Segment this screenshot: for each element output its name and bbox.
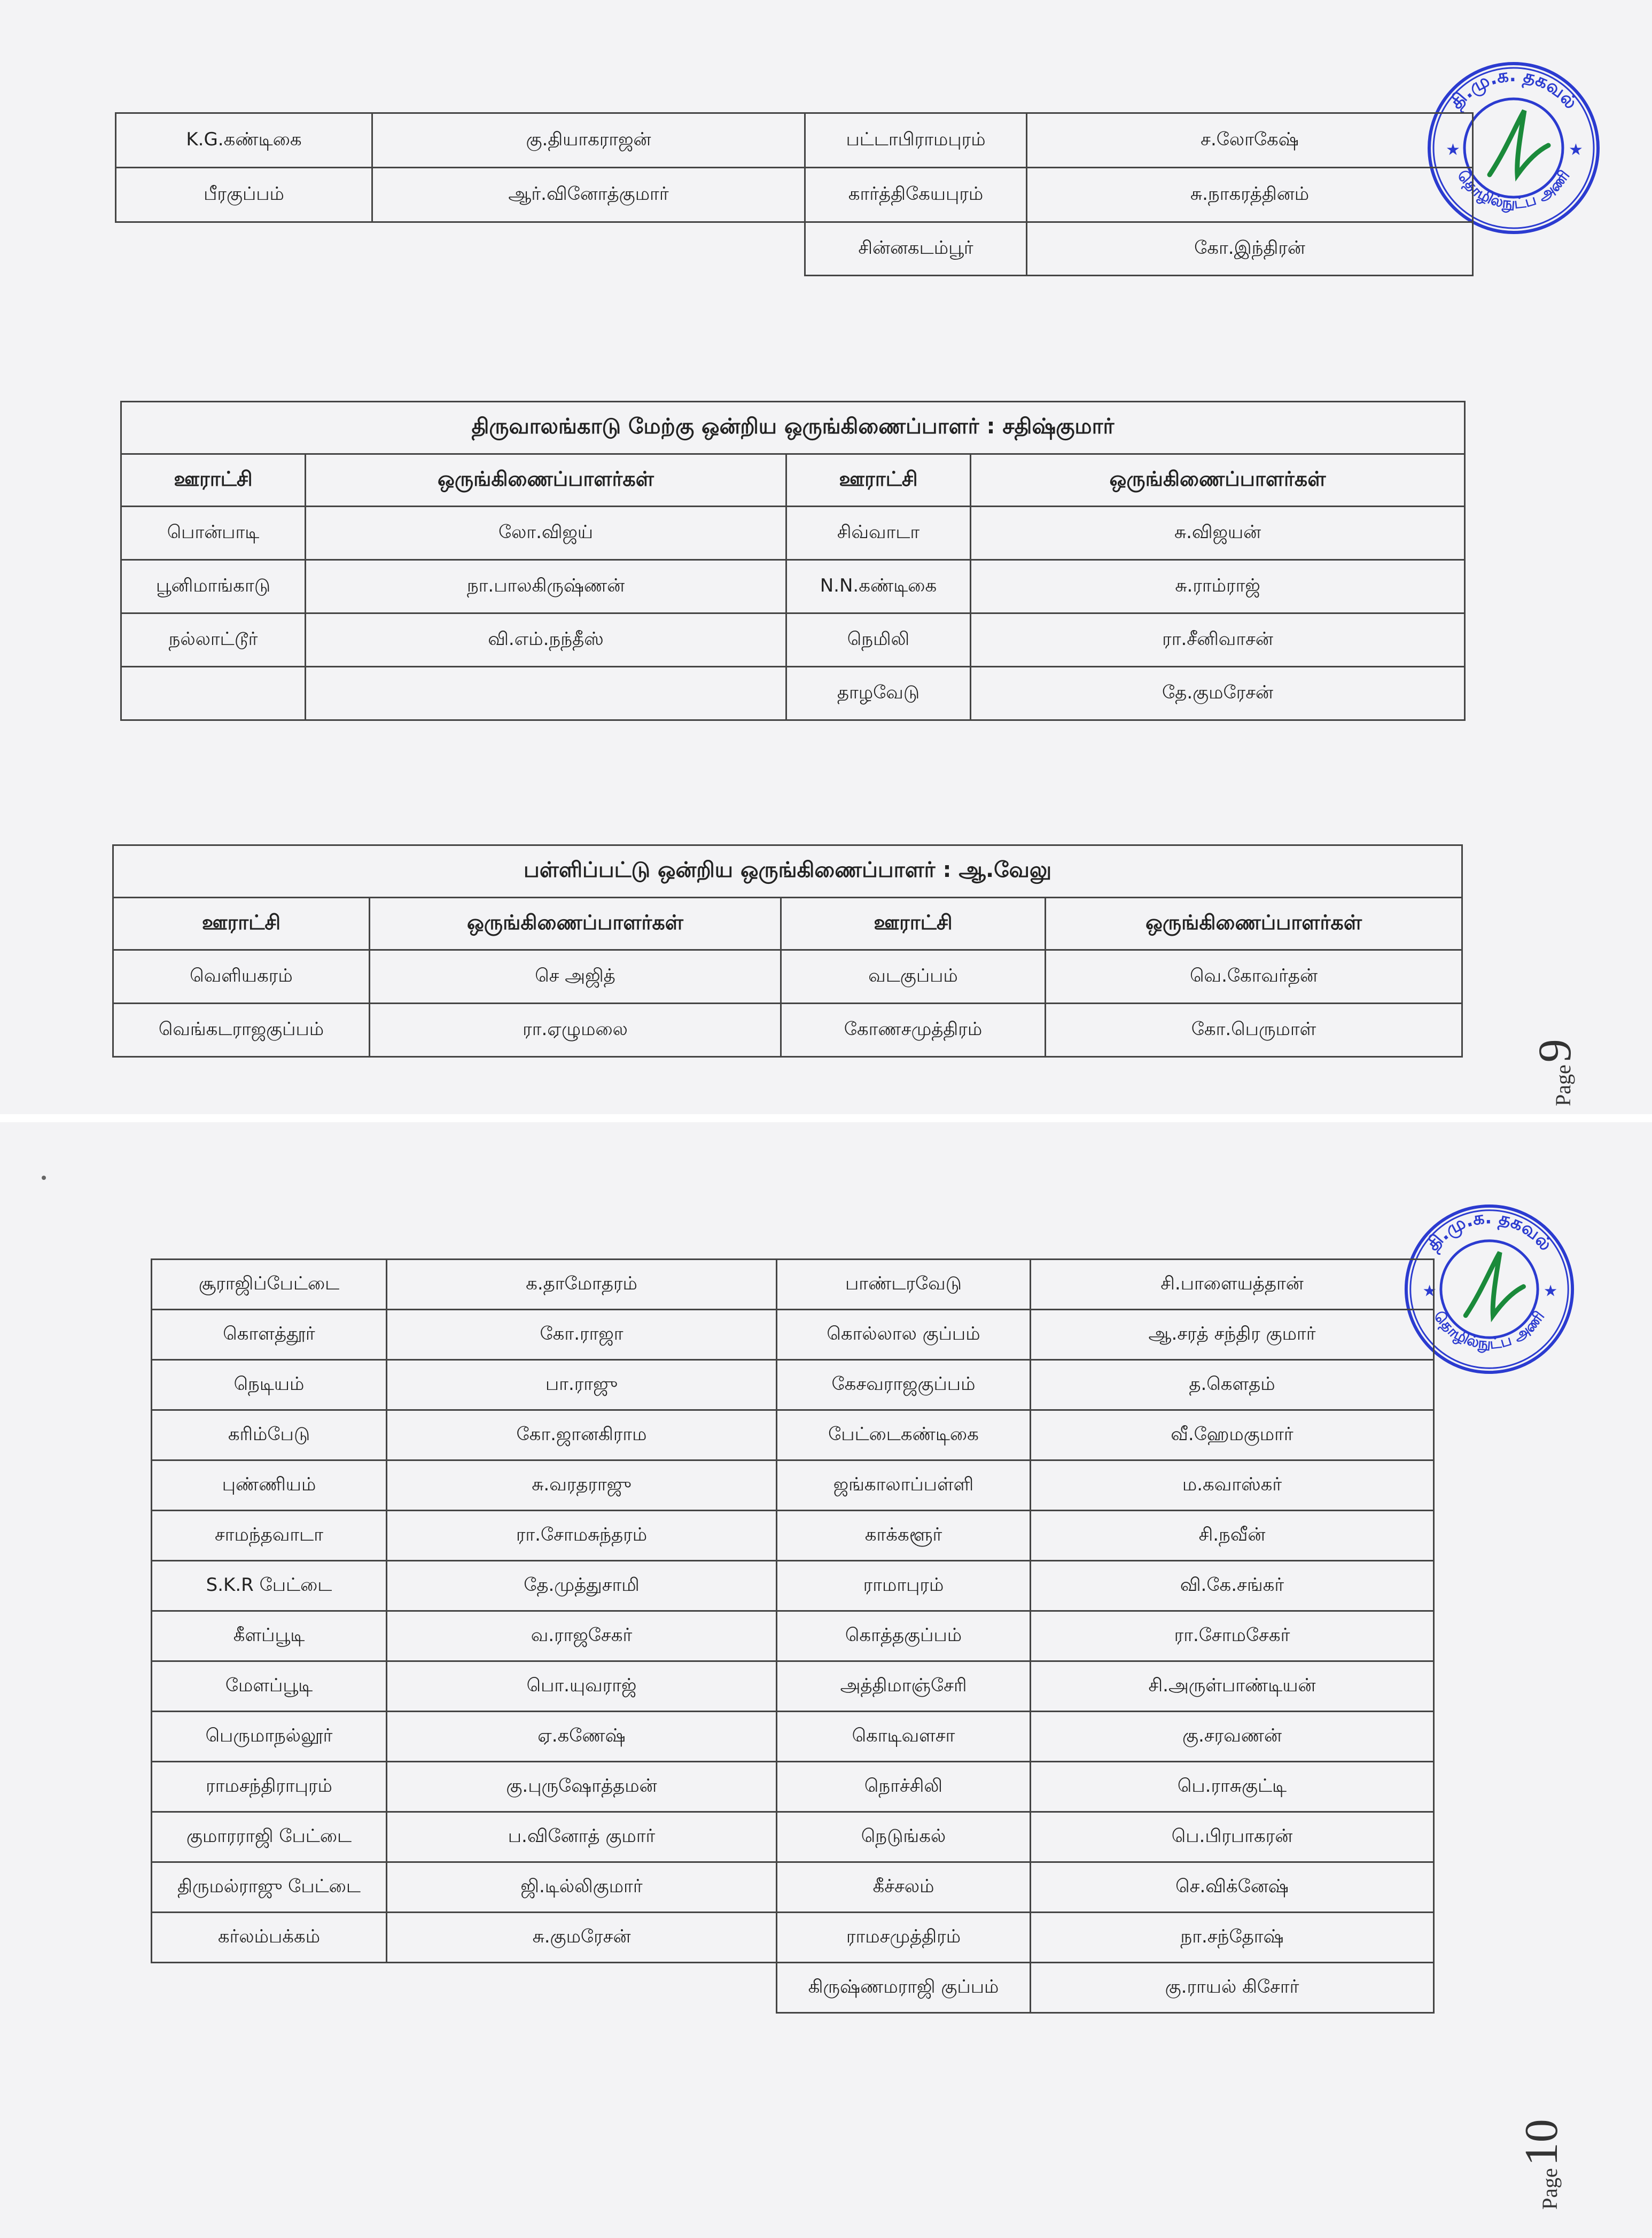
panchayat-cell: தாழவேடு [786, 667, 971, 720]
panchayat-cell: கார்த்திகேயபுரம் [805, 168, 1027, 222]
table-row [116, 113, 1473, 168]
panchayat-cell: கிருஷ்ணமராஜி குப்பம் [777, 1963, 1031, 2013]
coordinator-cell: கோ.ஜானகிராம [387, 1410, 777, 1460]
header-coordinators: ஒருங்கிணைப்பாளர்கள் [370, 898, 781, 950]
coordinator-cell: ரா.ஏழுமலை [370, 1004, 781, 1057]
page-9 [0, 0, 1652, 1114]
panchayat-cell: பீரகுப்பம் [116, 168, 372, 222]
panchayat-cell [121, 667, 306, 720]
page-number: 10 [1516, 2119, 1568, 2166]
panchayat-cell: சூராஜிப்பேட்டை [152, 1260, 387, 1310]
coordinator-cell: ம.கவாஸ்கர் [1031, 1460, 1434, 1511]
table-row [121, 507, 1465, 560]
empty-cell [116, 222, 372, 276]
panchayat-cell: சாமந்தவாடா [152, 1511, 387, 1561]
svg-text:தொழில்நுட்ப அணி: தொழில்நுட்ப அணி [1430, 1307, 1548, 1353]
coordinator-cell: லோ.விஜய் [306, 507, 786, 560]
scan-speck [42, 1176, 46, 1180]
panchayat-cell: ஜங்காலாப்பள்ளி [777, 1460, 1031, 1511]
panchayat-cell: பூனிமாங்காடு [121, 560, 306, 613]
table-row [152, 1762, 1434, 1812]
table-title-row [113, 845, 1462, 898]
panchayat-cell: பட்டாபிராமபுரம் [805, 113, 1027, 168]
table-title: திருவாலங்காடு மேற்கு ஒன்றிய ஒருங்கிணைப்பாளர் : சதிஷ்குமார் [121, 402, 1465, 454]
panchayat-cell: புண்ணியம் [152, 1460, 387, 1511]
svg-text:தி.மு.க. தகவல்: தி.மு.க. தகவல் [1422, 1207, 1557, 1255]
coordinator-cell: கோ.இந்திரன் [1027, 222, 1473, 276]
panchayat-cell: ராமசமுத்திரம் [777, 1913, 1031, 1963]
table-row [152, 1963, 1434, 2013]
panchayat-cell: மேளப்பூடி [152, 1661, 387, 1712]
table-row [152, 1561, 1434, 1611]
coordinator-cell: சு.நாகரத்தினம் [1027, 168, 1473, 222]
coordinator-cell: வி.எம்.நந்தீஸ் [306, 613, 786, 667]
coordinator-cell: நா.சந்தோஷ் [1031, 1913, 1434, 1963]
panchayat-cell: கர்லம்பக்கம் [152, 1913, 387, 1963]
coordinator-cell: கு.தியாகராஜன் [372, 113, 805, 168]
panchayat-cell: பெருமாநல்லூர் [152, 1712, 387, 1762]
table-header-row [121, 454, 1465, 507]
panchayat-cell: நெமிலி [786, 613, 971, 667]
coordinator-cell: ஏ.கணேஷ் [387, 1712, 777, 1762]
coordinator-cell: க.தாமோதரம் [387, 1260, 777, 1310]
coordinator-cell: சி.பாளையத்தான் [1031, 1260, 1434, 1310]
svg-text:★: ★ [1446, 141, 1460, 159]
panchayat-cell: சின்னகடம்பூர் [805, 222, 1027, 276]
panchayat-cell: திருமல்ராஜு பேட்டை [152, 1862, 387, 1913]
panchayat-cell: நொச்சிலி [777, 1762, 1031, 1812]
table-row [116, 222, 1473, 276]
svg-text:தி.மு.க. தகவல்: தி.மு.க. தகவல் [1445, 64, 1582, 113]
pallipattu-table [112, 844, 1463, 1058]
panchayat-cell: அத்திமாஞ்சேரி [777, 1661, 1031, 1712]
table-row [152, 1460, 1434, 1511]
panchayat-cell: S.K.R பேட்டை [152, 1561, 387, 1611]
table-row [116, 168, 1473, 222]
svg-text:தொழில்நுட்ப அணி: தொழில்நுட்ப அணி [1453, 166, 1573, 213]
header-panchayat: ஊராட்சி [113, 898, 370, 950]
table-row [152, 1812, 1434, 1862]
panchayat-cell: கொத்தகுப்பம் [777, 1611, 1031, 1661]
panchayat-cell: பேட்டைகண்டிகை [777, 1410, 1031, 1460]
panchayat-cell: பாண்டரவேடு [777, 1260, 1031, 1310]
empty-cell [387, 1963, 777, 2013]
coordinator-cell: ஜி.டில்லிகுமார் [387, 1862, 777, 1913]
coordinator-cell: வி.கே.சங்கர் [1031, 1561, 1434, 1611]
table-row [152, 1712, 1434, 1762]
coordinator-cell: நா.பாலகிருஷ்ணன் [306, 560, 786, 613]
table-row [152, 1260, 1434, 1310]
panchayat-cell: கோணசமுத்திரம் [781, 1004, 1046, 1057]
page-10 [0, 1122, 1652, 2238]
coordinator-cell: ஆ.சரத் சந்திர குமார் [1031, 1310, 1434, 1360]
table-row [121, 560, 1465, 613]
coordinator-cell: பெ.ராசுகுட்டி [1031, 1762, 1434, 1812]
coordinator-cell: பெ.பிரபாகரன் [1031, 1812, 1434, 1862]
table-row [152, 1310, 1434, 1360]
panchayat-cell: வெங்கடராஜகுப்பம் [113, 1004, 370, 1057]
table-row [152, 1913, 1434, 1963]
table-row [152, 1511, 1434, 1561]
coordinator-cell: தே.குமரேசன் [971, 667, 1465, 720]
svg-text:★: ★ [1569, 141, 1583, 159]
top-continuation-table [115, 112, 1474, 276]
table-row [152, 1360, 1434, 1410]
table-row [152, 1611, 1434, 1661]
table-row [152, 1862, 1434, 1913]
page10-coordinators-table [151, 1258, 1435, 2014]
panchayat-cell: காக்களூர் [777, 1511, 1031, 1561]
table-title-row [121, 402, 1465, 454]
coordinator-cell: கோ.ராஜா [387, 1310, 777, 1360]
header-panchayat: ஊராட்சி [786, 454, 971, 507]
coordinator-cell: த.கௌதம் [1031, 1360, 1434, 1410]
coordinator-cell: ப.வினோத் குமார் [387, 1812, 777, 1862]
coordinator-cell: ரா.சோமசேகர் [1031, 1611, 1434, 1661]
coordinator-cell: சு.வரதராஜு [387, 1460, 777, 1511]
panchayat-cell: குமாரராஜி பேட்டை [152, 1812, 387, 1862]
header-coordinators: ஒருங்கிணைப்பாளர்கள் [1046, 898, 1462, 950]
panchayat-cell: கொடிவளசா [777, 1712, 1031, 1762]
coordinator-cell: கு.ராயல் கிசோர் [1031, 1963, 1434, 2013]
page-label: Page [1538, 2168, 1562, 2210]
panchayat-cell: ராமாபுரம் [777, 1561, 1031, 1611]
coordinator-cell: கு.புருஷோத்தமன் [387, 1762, 777, 1812]
panchayat-cell: N.N.கண்டிகை [786, 560, 971, 613]
table-title: பள்ளிப்பட்டு ஒன்றிய ஒருங்கிணைப்பாளர் : ஆ.வேலு [113, 845, 1462, 898]
coordinator-cell: சு.குமரேசன் [387, 1913, 777, 1963]
coordinator-cell: வீ.ஹேமகுமார் [1031, 1410, 1434, 1460]
panchayat-cell: K.G.கண்டிகை [116, 113, 372, 168]
coordinator-cell: வெ.கோவர்தன் [1046, 950, 1462, 1004]
panchayat-cell: நெடியம் [152, 1360, 387, 1410]
coordinator-cell: சு.ராம்ராஜ் [971, 560, 1465, 613]
table-row [121, 613, 1465, 667]
header-panchayat: ஊராட்சி [121, 454, 306, 507]
coordinator-cell: தே.முத்துசாமி [387, 1561, 777, 1611]
panchayat-cell: வெளியகரம் [113, 950, 370, 1004]
coordinator-cell: சி.நவீன் [1031, 1511, 1434, 1561]
panchayat-cell: கரிம்பேடு [152, 1410, 387, 1460]
header-panchayat: ஊராட்சி [781, 898, 1046, 950]
svg-text:★: ★ [1543, 1281, 1558, 1300]
coordinator-cell: ரா.சீனிவாசன் [971, 613, 1465, 667]
coordinator-cell: சு.விஜயன் [971, 507, 1465, 560]
table-row [113, 1004, 1462, 1057]
page-number-9 [1528, 994, 1581, 1106]
page-label: Page [1551, 1064, 1575, 1106]
coordinator-cell: சி.அருள்பாண்டியன் [1031, 1661, 1434, 1712]
page-number: 9 [1529, 1039, 1581, 1063]
svg-text:★: ★ [1422, 1281, 1437, 1300]
panchayat-cell: கீளப்பூடி [152, 1611, 387, 1661]
panchayat-cell: கொல்லால குப்பம் [777, 1310, 1031, 1360]
coordinator-cell: கோ.பெருமாள் [1046, 1004, 1462, 1057]
coordinator-cell: பா.ராஜு [387, 1360, 777, 1410]
panchayat-cell: நெடுங்கல் [777, 1812, 1031, 1862]
coordinator-cell: ரா.சோமசுந்தரம் [387, 1511, 777, 1561]
coordinator-cell: வ.ராஜசேகர் [387, 1611, 777, 1661]
panchayat-cell: நல்லாட்டூர் [121, 613, 306, 667]
panchayat-cell: கேசவராஜகுப்பம் [777, 1360, 1031, 1410]
thiruvalangadu-west-table [120, 401, 1466, 721]
empty-cell [152, 1963, 387, 2013]
panchayat-cell: கீச்சலம் [777, 1862, 1031, 1913]
table-row [113, 950, 1462, 1004]
table-header-row [113, 898, 1462, 950]
coordinator-cell [306, 667, 786, 720]
panchayat-cell: பொன்பாடி [121, 507, 306, 560]
page-number-10 [1515, 2076, 1568, 2210]
coordinator-cell: ஆர்.வினோத்குமார் [372, 168, 805, 222]
coordinator-cell: கு.சரவணன் [1031, 1712, 1434, 1762]
panchayat-cell: ராமசந்திராபுரம் [152, 1762, 387, 1812]
coordinator-cell: பொ.யுவராஜ் [387, 1661, 777, 1712]
panchayat-cell: சிவ்வாடா [786, 507, 971, 560]
table-row [121, 667, 1465, 720]
table-row [152, 1661, 1434, 1712]
empty-cell [372, 222, 805, 276]
coordinator-cell: செ.விக்னேஷ் [1031, 1862, 1434, 1913]
panchayat-cell: வடகுப்பம் [781, 950, 1046, 1004]
header-coordinators: ஒருங்கிணைப்பாளர்கள் [306, 454, 786, 507]
coordinator-cell: ச.லோகேஷ் [1027, 113, 1473, 168]
coordinator-cell: செ அஜித் [370, 950, 781, 1004]
panchayat-cell: கொளத்தூர் [152, 1310, 387, 1360]
header-coordinators: ஒருங்கிணைப்பாளர்கள் [971, 454, 1465, 507]
table-row [152, 1410, 1434, 1460]
